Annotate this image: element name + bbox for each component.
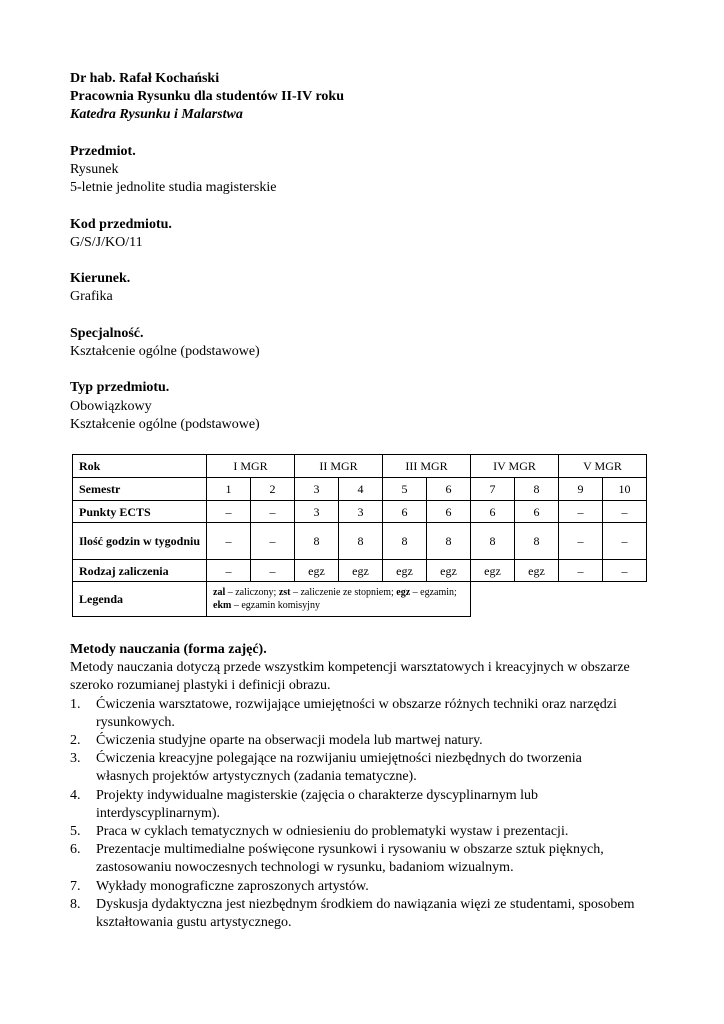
year-cell: III MGR	[383, 455, 471, 478]
specialty-heading: Specjalność.	[70, 325, 144, 341]
hours-cell: 8	[427, 523, 471, 560]
ects-cell: 3	[339, 501, 383, 523]
list-item	[70, 896, 670, 932]
semester-cell: 8	[515, 478, 559, 501]
studio-name: Pracownia Rysunku dla studentów II-IV roku	[70, 89, 345, 105]
assessment-cell: –	[559, 560, 603, 582]
hours-cell: 8	[339, 523, 383, 560]
assessment-cell: egz	[427, 560, 471, 582]
table-row-hours	[73, 523, 647, 560]
semester-cell: 10	[603, 478, 647, 501]
legend-abbr: egz	[396, 587, 411, 598]
table-row-semester	[73, 478, 647, 501]
ects-label: Punkty ECTS	[73, 501, 207, 523]
list-item	[70, 732, 670, 750]
legend-text	[207, 582, 471, 617]
semester-cell: 7	[471, 478, 515, 501]
table-row-assessment	[73, 560, 647, 582]
list-item-line: Projekty indywidualne magisterskie (zajęcia o charakterze dyscyplinarnym lub	[96, 787, 539, 803]
code-value: G/S/J/KO/11	[70, 234, 143, 250]
methods-section	[70, 641, 670, 932]
legend-label: Legenda	[73, 582, 207, 617]
assessment-label: Rodzaj zaliczenia	[73, 560, 207, 582]
semester-cell: 4	[339, 478, 383, 501]
semester-cell: 2	[251, 478, 295, 501]
list-item-line: zastosowaniu nowoczesnych technologi w rysunku, badaniom wizualnym.	[96, 860, 514, 876]
code-heading: Kod przedmiotu.	[70, 216, 172, 232]
semester-cell: 1	[207, 478, 251, 501]
assessment-cell: egz	[383, 560, 427, 582]
type-heading: Typ przedmiotu.	[70, 380, 170, 396]
author-name: Dr hab. Rafał Kochański	[70, 71, 220, 86]
department-name: Katedra Rysunku i Malarstwa	[70, 107, 243, 123]
legend-abbr: zal	[213, 587, 226, 598]
year-cell: I MGR	[207, 455, 295, 478]
list-item-line: Ćwiczenia kreacyjne polegające na rozwijaniu umiejętności niezbędnych do tworzenia	[96, 751, 582, 767]
methods-intro-line: Metody nauczania dotyczą przede wszystkim kompetencji warsztatowych i kreacyjnych w obszarze	[70, 660, 630, 676]
assessment-cell: egz	[471, 560, 515, 582]
list-number: 1.	[70, 696, 81, 712]
hours-cell: –	[603, 523, 647, 560]
specialty-value: Kształcenie ogólne (podstawowe)	[70, 343, 260, 359]
hours-cell: –	[207, 523, 251, 560]
study-plan-table	[72, 454, 647, 617]
hours-cell: –	[251, 523, 295, 560]
list-number: 2.	[70, 733, 81, 749]
list-item-line: Ćwiczenia studyjne oparte na obserwacji modela lub martwej natury.	[96, 733, 483, 749]
list-item-line: Praca w cyklach tematycznych w odniesieniu do problematyki wystaw i prezentacji.	[96, 824, 569, 840]
hours-cell: 8	[471, 523, 515, 560]
legend-abbr: ekm	[213, 600, 232, 611]
assessment-cell: egz	[339, 560, 383, 582]
list-item-line: Prezentacje multimedialne poświęcone rysunkowi i rysowaniu w obszarze sztuk pięknych,	[96, 842, 604, 858]
type-line: Kształcenie ogólne (podstawowe)	[70, 416, 260, 432]
list-item	[70, 841, 670, 877]
methods-intro-line: szeroko rozumianej plastyki i definicji obrazu.	[70, 678, 331, 694]
legend-desc: – egzamin;	[410, 587, 457, 598]
list-item-line: Wykłady monograficzne zaproszonych artystów.	[96, 878, 369, 894]
assessment-cell: –	[207, 560, 251, 582]
hours-label: Ilość godzin w tygodniu	[73, 523, 207, 560]
list-item	[70, 878, 670, 896]
legend-desc: – egzamin komisyjny	[231, 600, 320, 611]
assessment-cell: egz	[295, 560, 339, 582]
document-body	[70, 70, 670, 434]
type-line: Obowiązkowy	[70, 398, 152, 414]
list-item	[70, 823, 670, 841]
hours-cell: 8	[295, 523, 339, 560]
table-row-ects	[73, 501, 647, 523]
ects-cell: –	[251, 501, 295, 523]
subject-line: Rysunek	[70, 162, 119, 177]
direction-heading: Kierunek.	[70, 271, 131, 287]
legend-abbr: zst	[278, 587, 291, 598]
table-row-year	[73, 455, 647, 478]
year-cell: II MGR	[295, 455, 383, 478]
list-number: 7.	[70, 878, 81, 894]
ects-cell: –	[207, 501, 251, 523]
list-item-line: Ćwiczenia warsztatowe, rozwijające umiejętności w obszarze różnych techniki oraz narzędzi	[96, 696, 617, 712]
table-row-legend	[73, 582, 647, 617]
ects-cell: 6	[515, 501, 559, 523]
assessment-cell: –	[603, 560, 647, 582]
ects-cell: 3	[295, 501, 339, 523]
list-item	[70, 787, 670, 823]
hours-cell: –	[559, 523, 603, 560]
list-number: 6.	[70, 842, 81, 858]
list-item-line: własnych projektów artystycznych (zadania tematyczne).	[96, 769, 417, 785]
year-label: Rok	[73, 455, 207, 478]
methods-heading: Metody nauczania (forma zajęć).	[70, 642, 267, 657]
hours-cell: 8	[515, 523, 559, 560]
year-cell: IV MGR	[471, 455, 559, 478]
legend-desc: – zaliczenie ze stopniem;	[290, 587, 397, 598]
legend-desc: – zaliczony;	[225, 587, 279, 598]
semester-label: Semestr	[73, 478, 207, 501]
list-number: 8.	[70, 896, 81, 912]
subject-line: 5-letnie jednolite studia magisterskie	[70, 180, 277, 196]
list-item-line: interdyscyplinarnym).	[96, 805, 221, 821]
ects-cell: –	[603, 501, 647, 523]
ects-cell: –	[559, 501, 603, 523]
subject-heading: Przedmiot.	[70, 143, 136, 159]
semester-cell: 9	[559, 478, 603, 501]
year-cell: V MGR	[559, 455, 647, 478]
semester-cell: 5	[383, 478, 427, 501]
direction-value: Grafika	[70, 289, 113, 305]
methods-list	[70, 696, 670, 933]
list-number: 3.	[70, 751, 81, 767]
assessment-cell: –	[251, 560, 295, 582]
list-number: 5.	[70, 824, 81, 840]
semester-cell: 3	[295, 478, 339, 501]
ects-cell: 6	[427, 501, 471, 523]
list-number: 4.	[70, 787, 81, 803]
list-item-line: Dyskusja dydaktyczna jest niezbędnym środkiem do nawiązania więzi ze studentami, sposobem	[96, 896, 635, 912]
hours-cell: 8	[383, 523, 427, 560]
list-item	[70, 696, 670, 732]
list-item-line: rysunkowych.	[96, 714, 175, 730]
assessment-cell: egz	[515, 560, 559, 582]
ects-cell: 6	[471, 501, 515, 523]
ects-cell: 6	[383, 501, 427, 523]
semester-cell: 6	[427, 478, 471, 501]
list-item-line: kształtowania gustu artystycznego.	[96, 915, 292, 931]
list-item	[70, 750, 670, 786]
